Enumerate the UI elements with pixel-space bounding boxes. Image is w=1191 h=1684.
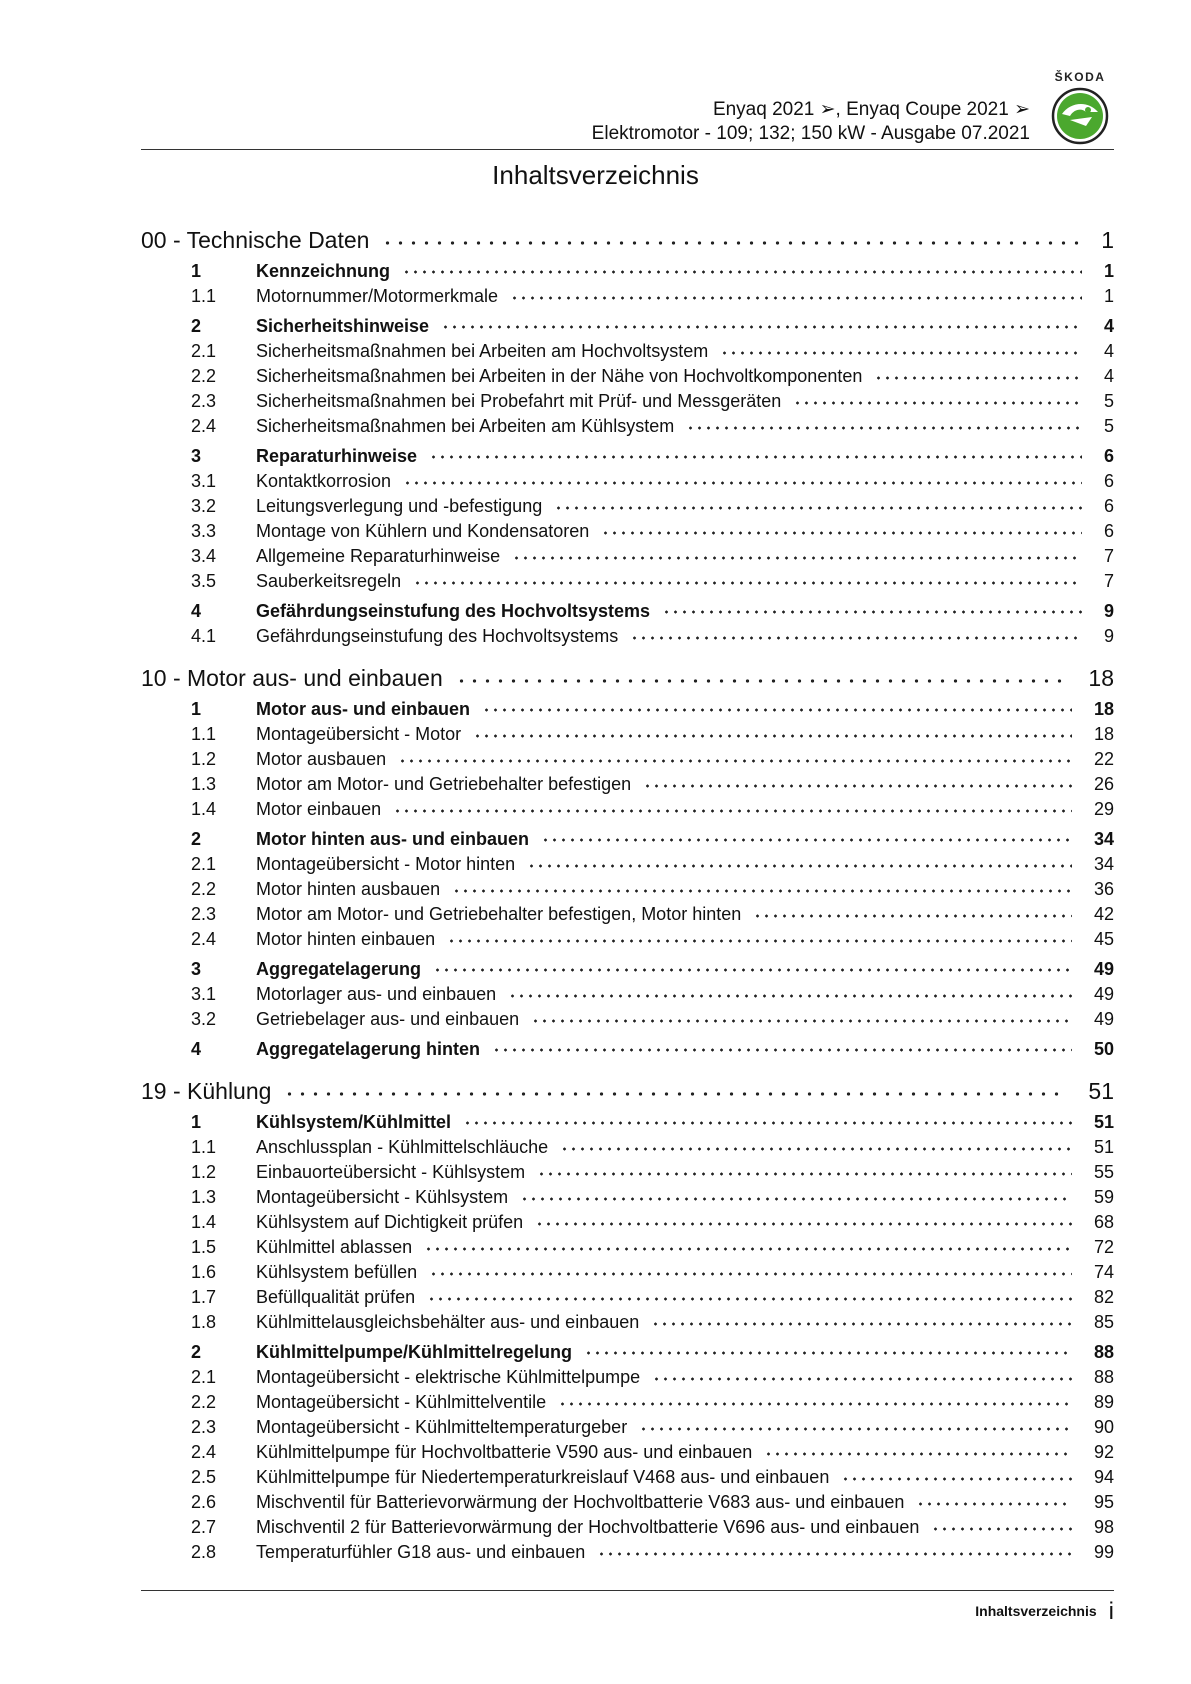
- entry-page: 74: [1093, 1262, 1114, 1282]
- entry-page: 7: [1103, 546, 1114, 566]
- entry-number: 3.4: [191, 546, 217, 566]
- entry-title: Kühlmittelpumpe für Hochvoltbatterie V590 aus- und einbauen: [256, 1442, 753, 1462]
- entry-number: 2: [191, 1342, 202, 1362]
- toc-subsection[interactable]: [141, 902, 1114, 927]
- dot-leader: [793, 400, 1082, 410]
- toc-subsection[interactable]: [141, 1490, 1114, 1515]
- entry-page: 92: [1093, 1442, 1114, 1462]
- entry-number: 3.5: [191, 571, 217, 591]
- entry-title: 10 - Motor aus- und einbauen: [141, 665, 443, 691]
- skoda-logo: [1048, 70, 1112, 150]
- entry-page: 42: [1093, 904, 1114, 924]
- entry-number: 3.1: [191, 471, 217, 491]
- entry-title: Montageübersicht - Motor hinten: [256, 854, 516, 874]
- entry-page: 94: [1093, 1467, 1114, 1487]
- dot-leader: [874, 375, 1082, 385]
- entry-page: 4: [1103, 316, 1114, 336]
- dot-leader: [393, 808, 1072, 818]
- dot-leader: [841, 1476, 1072, 1486]
- entry-title: Kühlsystem befüllen: [256, 1262, 418, 1282]
- dot-leader: [535, 1221, 1072, 1231]
- entry-number: 2: [191, 829, 202, 849]
- toc-chapter[interactable]: [141, 664, 1114, 692]
- toc-subsection[interactable]: [141, 1440, 1114, 1465]
- entry-number: 1.1: [191, 286, 217, 306]
- dot-leader: [916, 1501, 1072, 1511]
- entry-page: 45: [1093, 929, 1114, 949]
- dot-leader: [639, 1426, 1072, 1436]
- entry-number: 3: [191, 959, 202, 979]
- entry-page: 34: [1093, 854, 1114, 874]
- toc-subsection[interactable]: [141, 1365, 1114, 1390]
- entry-number: 3.3: [191, 521, 217, 541]
- entry-page: 99: [1093, 1542, 1114, 1562]
- header-divider: [141, 149, 1114, 150]
- toc-subsection[interactable]: [141, 1390, 1114, 1415]
- entry-title: Gefährdungseinstufung des Hochvoltsystems: [256, 601, 651, 621]
- entry-title: Motor ausbauen: [256, 749, 387, 769]
- dot-leader: [429, 454, 1082, 464]
- entry-number: 3.2: [191, 1009, 217, 1029]
- entry-page: 85: [1093, 1312, 1114, 1332]
- entry-number: 2.1: [191, 854, 217, 874]
- toc-subsection[interactable]: [141, 1515, 1114, 1540]
- dot-leader: [558, 1401, 1072, 1411]
- entry-page: 6: [1103, 496, 1114, 516]
- logo-wordmark: ŠKODA: [1054, 70, 1106, 84]
- toc-subsection[interactable]: [141, 364, 1114, 389]
- dot-leader: [381, 240, 1079, 250]
- dot-leader: [402, 269, 1082, 279]
- entry-page: 22: [1093, 749, 1114, 769]
- dot-leader: [643, 783, 1072, 793]
- entry-title: Kennzeichnung: [256, 261, 390, 281]
- dot-leader: [413, 580, 1082, 590]
- entry-number: 1: [191, 261, 202, 281]
- entry-number: 1.7: [191, 1287, 217, 1307]
- dot-leader: [560, 1146, 1072, 1156]
- entry-title: Aggregatelagerung hinten: [256, 1039, 481, 1059]
- entry-page: 95: [1093, 1492, 1114, 1512]
- toc-subsection[interactable]: [141, 624, 1114, 649]
- entry-number: 1.1: [191, 1137, 217, 1157]
- dot-leader: [630, 635, 1082, 645]
- entry-title: Sicherheitshinweise: [256, 316, 430, 336]
- entry-number: 1.6: [191, 1262, 217, 1282]
- entry-number: 2.2: [191, 1392, 217, 1412]
- entry-number: 2.5: [191, 1467, 217, 1487]
- entry-title: Kühlmittelpumpe/Kühlmittelregelung: [256, 1342, 573, 1362]
- entry-title: Sicherheitsmaßnahmen bei Arbeiten am Hochvoltsystem: [256, 341, 709, 361]
- entry-title: Leitungsverlegung und -befestigung: [256, 496, 543, 516]
- entry-title: 00 - Technische Daten: [141, 227, 370, 253]
- entry-page: 9: [1103, 601, 1114, 621]
- toc-section[interactable]: [141, 598, 1114, 624]
- entry-page: 72: [1093, 1237, 1114, 1257]
- entry-title: Temperaturfühler G18 aus- und einbauen: [256, 1542, 586, 1562]
- entry-title: Motornummer/Motormerkmale: [256, 286, 499, 306]
- header-engine-line: Elektromotor - 109; 132; 150 kW - Ausgabe 07.2021: [591, 123, 1030, 144]
- entry-number: 2.8: [191, 1542, 217, 1562]
- entry-page: 51: [1093, 1137, 1114, 1157]
- entry-number: 2.1: [191, 1367, 217, 1387]
- toc-subsection[interactable]: [141, 469, 1114, 494]
- toc-subsection[interactable]: [141, 982, 1114, 1007]
- entry-title: Motor aus- und einbauen: [256, 699, 470, 719]
- entry-title: Gefährdungseinstufung des Hochvoltsystems: [256, 626, 619, 646]
- toc-subsection[interactable]: [141, 544, 1114, 569]
- entry-number: 2.4: [191, 1442, 217, 1462]
- table-of-contents: [141, 226, 1114, 1565]
- toc-subsection[interactable]: [141, 1310, 1114, 1335]
- toc-subsection[interactable]: [141, 339, 1114, 364]
- toc-subsection[interactable]: [141, 1465, 1114, 1490]
- toc-section[interactable]: [141, 443, 1114, 469]
- entry-number: 2.4: [191, 416, 217, 436]
- dot-leader: [429, 1271, 1072, 1281]
- entry-title: Motor hinten ausbauen: [256, 879, 441, 899]
- entry-page: 68: [1093, 1212, 1114, 1232]
- entry-page: 49: [1093, 984, 1114, 1004]
- entry-page: 18: [1093, 699, 1114, 719]
- entry-number: 3.1: [191, 984, 217, 1004]
- entry-title: Mischventil 2 für Batterievorwärmung der Hochvoltbatterie V696 aus- und einbauen: [256, 1517, 920, 1537]
- entry-title: Motor am Motor- und Getriebehalter befestigen: [256, 774, 632, 794]
- entry-page: 98: [1093, 1517, 1114, 1537]
- entry-number: 2.2: [191, 879, 217, 899]
- entry-page: 88: [1093, 1342, 1114, 1362]
- entry-title: Motor hinten einbauen: [256, 929, 436, 949]
- dot-leader: [686, 425, 1082, 435]
- entry-title: Montageübersicht - Kühlmittelventile: [256, 1392, 547, 1412]
- page-footer: [975, 1598, 1114, 1626]
- dot-leader: [452, 888, 1072, 898]
- entry-number: 1.4: [191, 1212, 217, 1232]
- entry-title: Einbauorteübersicht - Kühlsystem: [256, 1162, 526, 1182]
- entry-title: Motorlager aus- und einbauen: [256, 984, 497, 1004]
- dot-leader: [473, 733, 1072, 743]
- entry-title: Sicherheitsmaßnahmen bei Arbeiten in der Nähe von Hochvoltkomponenten: [256, 366, 863, 386]
- entry-page: 49: [1093, 959, 1114, 979]
- toc-subsection[interactable]: [141, 519, 1114, 544]
- dot-leader: [520, 1196, 1072, 1206]
- header-text: [592, 98, 1030, 146]
- dot-leader: [508, 993, 1072, 1003]
- entry-number: 2.3: [191, 391, 217, 411]
- entry-page: 36: [1093, 879, 1114, 899]
- entry-page: 6: [1103, 471, 1114, 491]
- dot-leader: [427, 1296, 1072, 1306]
- entry-title: Mischventil für Batterievorwärmung der Hochvoltbatterie V683 aus- und einbauen: [256, 1492, 905, 1512]
- entry-title: Kontaktkorrosion: [256, 471, 392, 491]
- entry-page: 1: [1103, 286, 1114, 306]
- entry-title: Anschlussplan - Kühlmittelschläuche: [256, 1137, 549, 1157]
- page-title: Inhaltsverzeichnis: [492, 160, 699, 190]
- dot-leader: [492, 1047, 1072, 1057]
- entry-page: 5: [1103, 391, 1114, 411]
- entry-page: 51: [1093, 1112, 1114, 1132]
- footer-divider: [141, 1590, 1114, 1591]
- entry-title: Motor am Motor- und Getriebehalter befestigen, Motor hinten: [256, 904, 742, 924]
- toc-subsection[interactable]: [141, 1235, 1114, 1260]
- toc-subsection[interactable]: [141, 772, 1114, 797]
- entry-title: Aggregatelagerung: [256, 959, 422, 979]
- toc-subsection[interactable]: [141, 1135, 1114, 1160]
- toc-subsection[interactable]: [141, 1540, 1114, 1565]
- entry-title: Montageübersicht - Kühlsystem: [256, 1187, 509, 1207]
- entry-page: 9: [1103, 626, 1114, 646]
- dot-leader: [652, 1376, 1072, 1386]
- toc-subsection[interactable]: [141, 569, 1114, 594]
- entry-title: 19 - Kühlung: [141, 1078, 272, 1104]
- entry-page: 4: [1103, 366, 1114, 386]
- dot-leader: [764, 1451, 1072, 1461]
- dot-leader: [531, 1018, 1072, 1028]
- entry-title: Montageübersicht - Kühlmitteltemperaturgeber: [256, 1417, 628, 1437]
- entry-number: 1: [191, 1112, 202, 1132]
- toc-subsection[interactable]: [141, 852, 1114, 877]
- entry-number: 2.4: [191, 929, 217, 949]
- toc-subsection[interactable]: [141, 797, 1114, 822]
- toc-subsection[interactable]: [141, 1415, 1114, 1440]
- dot-leader: [433, 967, 1072, 977]
- entry-number: 2.1: [191, 341, 217, 361]
- footer-page-number: i: [1108, 1598, 1114, 1625]
- entry-title: Sicherheitsmaßnahmen bei Arbeiten am Kühlsystem: [256, 416, 675, 436]
- entry-page: 7: [1103, 571, 1114, 591]
- entry-title: Montageübersicht - elektrische Kühlmittelpumpe: [256, 1367, 641, 1387]
- dot-leader: [403, 480, 1082, 490]
- entry-page: 26: [1093, 774, 1114, 794]
- entry-title: Kühlsystem auf Dichtigkeit prüfen: [256, 1212, 524, 1232]
- entry-page: 89: [1093, 1392, 1114, 1412]
- toc-subsection[interactable]: [141, 284, 1114, 309]
- entry-number: 4: [191, 601, 202, 621]
- dot-leader: [398, 758, 1072, 768]
- toc-subsection[interactable]: [141, 747, 1114, 772]
- entry-page: 51: [1088, 1078, 1114, 1104]
- dot-leader: [601, 530, 1082, 540]
- dot-leader: [441, 324, 1082, 334]
- entry-page: 34: [1093, 829, 1114, 849]
- dot-leader: [584, 1350, 1072, 1360]
- entry-title: Befüllqualität prüfen: [256, 1287, 416, 1307]
- dot-leader: [527, 863, 1072, 873]
- entry-page: 29: [1093, 799, 1114, 819]
- entry-number: 1.3: [191, 1187, 217, 1207]
- entry-number: 2.6: [191, 1492, 217, 1512]
- entry-number: 1.8: [191, 1312, 217, 1332]
- dot-leader: [554, 505, 1082, 515]
- entry-number: 2.3: [191, 1417, 217, 1437]
- toc-subsection[interactable]: [141, 722, 1114, 747]
- dot-leader: [720, 350, 1082, 360]
- page-header: [141, 62, 1114, 150]
- dot-leader: [597, 1551, 1072, 1561]
- entry-page: 1: [1103, 261, 1114, 281]
- entry-number: 2.2: [191, 366, 217, 386]
- dot-leader: [541, 837, 1072, 847]
- entry-title: Montage von Kühlern und Kondensatoren: [256, 521, 590, 541]
- dot-leader: [447, 938, 1072, 948]
- entry-title: Kühlmittelausgleichsbehälter aus- und einbauen: [256, 1312, 640, 1332]
- toc-section[interactable]: [141, 956, 1114, 982]
- toc-subsection[interactable]: [141, 389, 1114, 414]
- entry-page: 18: [1088, 665, 1114, 691]
- dot-leader: [662, 609, 1082, 619]
- entry-number: 3.2: [191, 496, 217, 516]
- toc-subsection[interactable]: [141, 1007, 1114, 1032]
- entry-page: 1: [1101, 227, 1114, 253]
- toc-subsection[interactable]: [141, 1260, 1114, 1285]
- entry-number: 1.2: [191, 1162, 217, 1182]
- entry-title: Montageübersicht - Motor: [256, 724, 462, 744]
- entry-number: 1.4: [191, 799, 217, 819]
- toc-chapter[interactable]: [141, 1077, 1114, 1105]
- dot-leader: [931, 1526, 1072, 1536]
- entry-number: 4: [191, 1039, 202, 1059]
- entry-page: 49: [1093, 1009, 1114, 1029]
- toc-section[interactable]: [141, 826, 1114, 852]
- entry-page: 90: [1093, 1417, 1114, 1437]
- dot-leader: [463, 1120, 1072, 1130]
- dot-leader: [510, 295, 1082, 305]
- entry-number: 2: [191, 316, 202, 336]
- dot-leader: [537, 1171, 1072, 1181]
- header-vehicle-line: Enyaq 2021 ➢, Enyaq Coupe 2021 ➢: [712, 99, 1030, 120]
- entry-number: 1: [191, 699, 202, 719]
- toc-section[interactable]: [141, 696, 1114, 722]
- entry-number: 3: [191, 446, 202, 466]
- entry-title: Sicherheitsmaßnahmen bei Probefahrt mit Prüf- und Messgeräten: [256, 391, 782, 411]
- entry-number: 1.1: [191, 724, 217, 744]
- entry-number: 1.5: [191, 1237, 217, 1257]
- toc-subsection[interactable]: [141, 927, 1114, 952]
- entry-page: 50: [1093, 1039, 1114, 1059]
- dot-leader: [424, 1246, 1072, 1256]
- toc-subsection[interactable]: [141, 494, 1114, 519]
- entry-title: Sauberkeitsregeln: [256, 571, 402, 591]
- entry-title: Reparaturhinweise: [256, 446, 418, 466]
- dot-leader: [651, 1321, 1072, 1331]
- entry-number: 1.3: [191, 774, 217, 794]
- entry-title: Kühlsystem/Kühlmittel: [256, 1112, 452, 1132]
- entry-number: 2.3: [191, 904, 217, 924]
- entry-page: 59: [1093, 1187, 1114, 1207]
- toc-section[interactable]: [141, 1109, 1114, 1135]
- toc-subsection[interactable]: [141, 414, 1114, 439]
- dot-leader: [753, 913, 1072, 923]
- dot-leader: [482, 707, 1072, 717]
- entry-number: 4.1: [191, 626, 217, 646]
- toc-section[interactable]: [141, 258, 1114, 284]
- toc-subsection[interactable]: [141, 877, 1114, 902]
- entry-title: Kühlmittel ablassen: [256, 1237, 413, 1257]
- dot-leader: [455, 678, 1066, 688]
- entry-page: 55: [1093, 1162, 1114, 1182]
- entry-number: 2.7: [191, 1517, 217, 1537]
- entry-page: 82: [1093, 1287, 1114, 1307]
- dot-leader: [512, 555, 1082, 565]
- toc-subsection[interactable]: [141, 1185, 1114, 1210]
- toc-section[interactable]: [141, 1339, 1114, 1365]
- entry-page: 6: [1103, 521, 1114, 541]
- toc-section[interactable]: [141, 313, 1114, 339]
- toc-section[interactable]: [141, 1036, 1114, 1062]
- entry-title: Kühlmittelpumpe für Niedertemperaturkreislauf V468 aus- und einbauen: [256, 1467, 830, 1487]
- entry-page: 6: [1103, 446, 1114, 466]
- entry-number: 1.2: [191, 749, 217, 769]
- entry-title: Motor einbauen: [256, 799, 382, 819]
- toc-subsection[interactable]: [141, 1160, 1114, 1185]
- entry-page: 88: [1093, 1367, 1114, 1387]
- footer-label: Inhaltsverzeichnis: [975, 1603, 1097, 1619]
- entry-page: 4: [1103, 341, 1114, 361]
- entry-title: Getriebelager aus- und einbauen: [256, 1009, 520, 1029]
- winged-arrow-icon: [1048, 84, 1112, 146]
- entry-page: 18: [1093, 724, 1114, 744]
- toc-subsection[interactable]: [141, 1210, 1114, 1235]
- entry-title: Allgemeine Reparaturhinweise: [256, 546, 501, 566]
- dot-leader: [283, 1091, 1066, 1101]
- toc-chapter[interactable]: [141, 226, 1114, 254]
- entry-title: Motor hinten aus- und einbauen: [256, 829, 529, 849]
- toc-subsection[interactable]: [141, 1285, 1114, 1310]
- entry-page: 5: [1103, 416, 1114, 436]
